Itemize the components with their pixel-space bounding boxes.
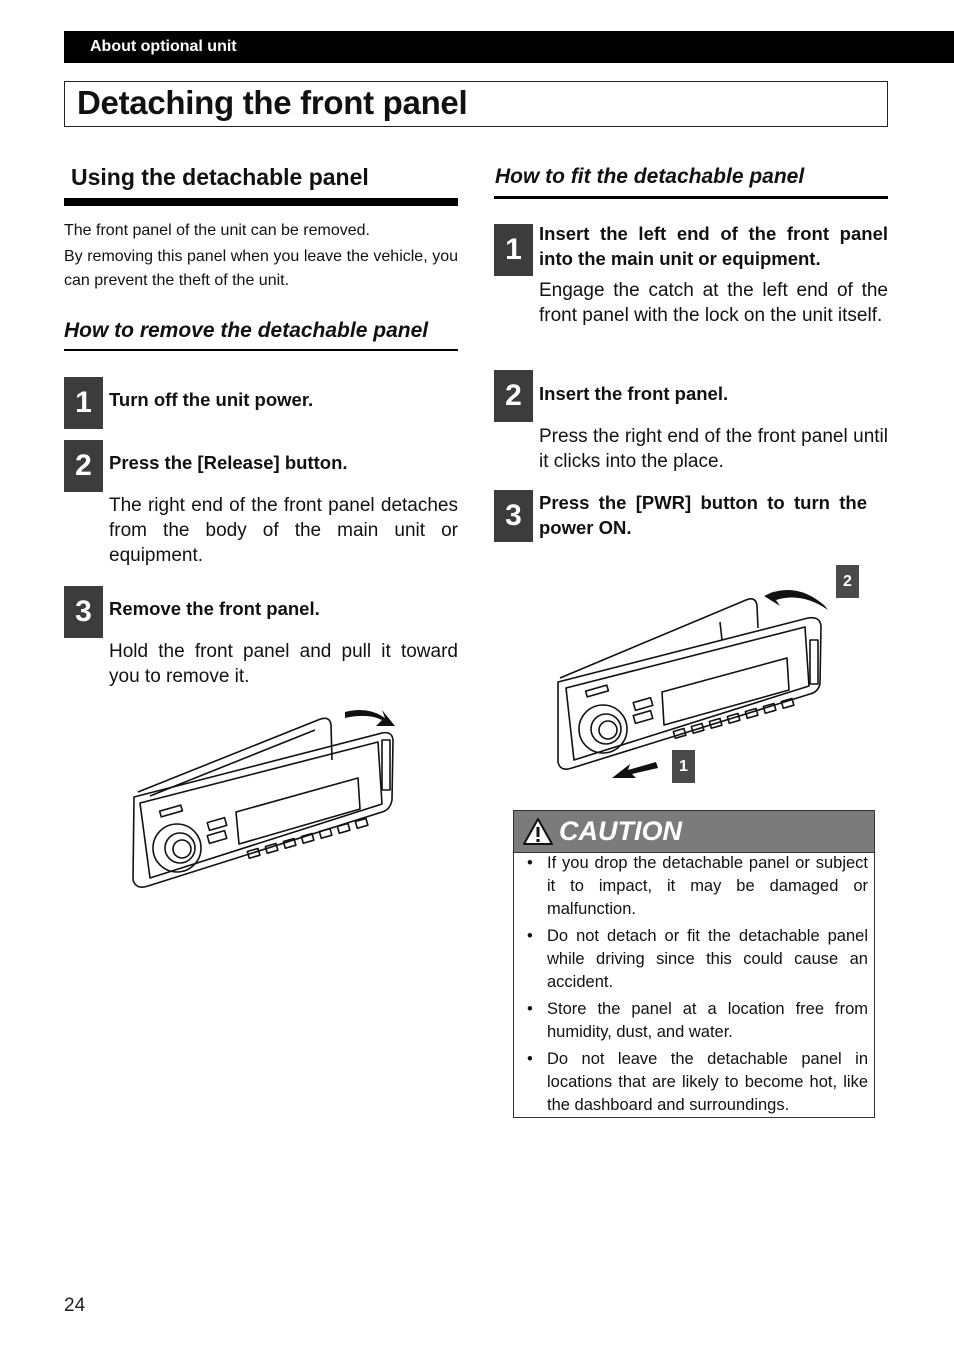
- bullet-icon: •: [527, 1000, 533, 1018]
- page-title: Detaching the front panel: [77, 84, 468, 121]
- bullet-icon: •: [527, 854, 533, 872]
- step-title: Remove the front panel.: [109, 598, 320, 619]
- remove-panel-illustration: [120, 700, 410, 900]
- warning-triangle-icon: [522, 817, 554, 846]
- step-description: Hold the front panel and pull it toward you to remove it.: [109, 641, 458, 687]
- caution-item: • Do not leave the detachable panel in locations that are likely to become hot, like the dashboard and surroundings.: [527, 1050, 868, 1114]
- step-title: Turn off the unit power.: [109, 389, 314, 410]
- caution-item: • Do not detach or fit the detachable panel while driving since this could cause an accident.: [527, 927, 868, 991]
- fit-subheading: How to fit the detachable panel: [495, 165, 805, 188]
- step-number-badge: 2: [64, 440, 103, 492]
- fit-panel-illustration: [550, 580, 840, 785]
- step-title: Press the [PWR] button to turn the power ON.: [539, 492, 867, 538]
- caution-box: [513, 810, 875, 1118]
- step-number-badge: 2: [494, 370, 533, 422]
- bullet-icon: •: [527, 927, 533, 945]
- page-number: 24: [64, 1295, 86, 1316]
- figure-badge-1: 1: [672, 750, 695, 783]
- heading-rule: [64, 198, 458, 206]
- step-title: Press the [Release] button.: [109, 452, 348, 473]
- section-header-bar: [64, 31, 954, 63]
- step-number-badge: 3: [494, 490, 533, 542]
- step-number-badge: 1: [494, 224, 533, 276]
- step-description: The right end of the front panel detaches from the body of the main unit or equipment.: [109, 495, 458, 566]
- step-description: Engage the catch at the left end of the front panel with the lock on the unit itself.: [539, 280, 888, 326]
- subheading-rule: [64, 349, 458, 351]
- step-description: Press the right end of the front panel until it clicks into the place.: [539, 426, 888, 472]
- intro-line-1: The front panel of the unit can be removed.: [64, 222, 370, 239]
- caution-list: [514, 852, 868, 1121]
- bullet-icon: •: [527, 1050, 533, 1068]
- step-number-badge: 1: [64, 377, 103, 429]
- page-title-box: [64, 81, 888, 127]
- caution-item: • Store the panel at a location free from humidity, dust, and water.: [527, 1000, 868, 1041]
- caution-item: • If you drop the detachable panel or subject it to impact, it may be damaged or malfunction.: [527, 854, 868, 918]
- step-title: Insert the left end of the front panel into the main unit or equipment.: [539, 223, 888, 269]
- step-title: Insert the front panel.: [539, 383, 729, 404]
- caution-label: CAUTION: [559, 816, 682, 846]
- step-number-badge: 3: [64, 586, 103, 638]
- caution-header: [514, 811, 874, 853]
- subheading-rule: [494, 196, 888, 199]
- remove-subheading: How to remove the detachable panel: [64, 319, 429, 342]
- section-label: About optional unit: [90, 38, 237, 55]
- intro-line-2: By removing this panel when you leave the vehicle, you can prevent the theft of the unit.: [64, 248, 458, 289]
- section-heading: Using the detachable panel: [71, 164, 369, 190]
- figure-badge-2: 2: [836, 565, 859, 598]
